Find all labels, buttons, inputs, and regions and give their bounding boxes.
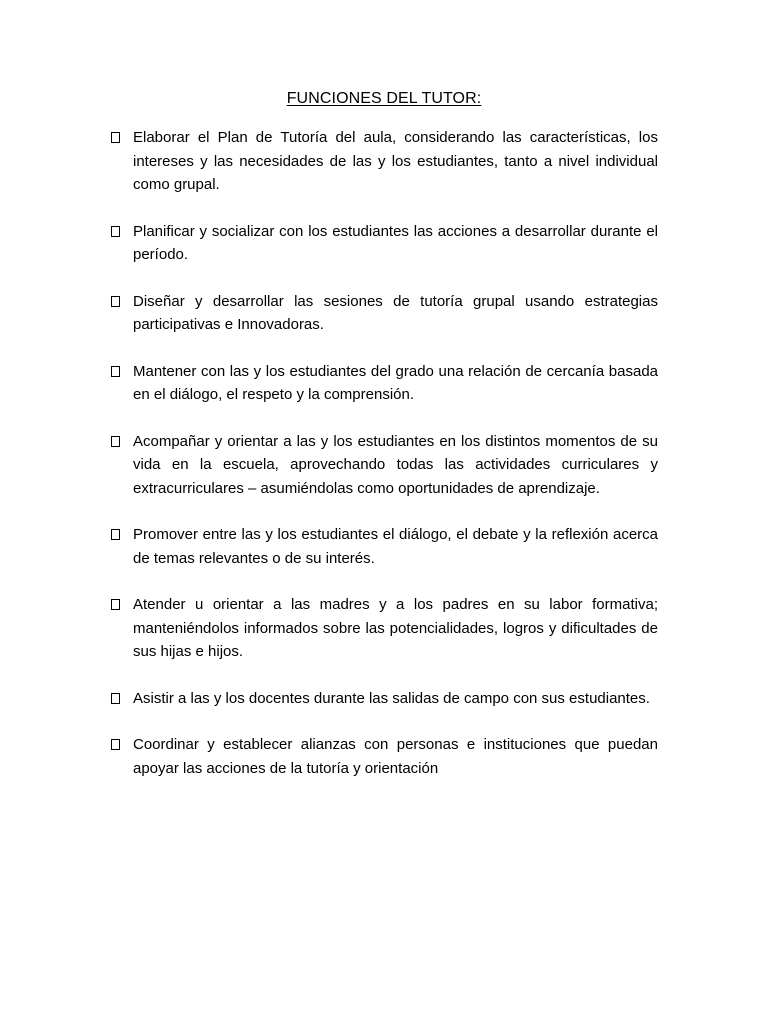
list-item xyxy=(110,126,658,197)
list-item-text: Mantener con las y los estudiantes del grado una relación de cercanía basada en el diálogo, el respeto y la comprensión. xyxy=(133,362,658,403)
square-bullet-icon xyxy=(111,296,120,307)
list-item xyxy=(110,430,658,501)
square-bullet-icon xyxy=(111,739,120,750)
list-item-text: Acompañar y orientar a las y los estudiantes en los distintos momentos de su vida en la escuela, aprovechando todas las actividades curriculares y extracurriculares – asumiéndolas como oportunidades de aprendizaje. xyxy=(133,432,658,497)
list-item xyxy=(110,733,658,780)
page-title: FUNCIONES DEL TUTOR: xyxy=(286,90,482,107)
square-bullet-icon xyxy=(111,132,120,143)
list-item-text: Coordinar y establecer alianzas con personas e instituciones que puedan apoyar las acciones de la tutoría y orientación xyxy=(133,736,658,777)
square-bullet-icon xyxy=(111,436,120,447)
list-item xyxy=(110,523,658,570)
square-bullet-icon xyxy=(111,226,120,237)
functions-list xyxy=(110,126,658,803)
list-item xyxy=(110,360,658,407)
list-item xyxy=(110,593,658,664)
list-item-text: Promover entre las y los estudiantes el diálogo, el debate y la reflexión acerca de temas relevantes o de su interés. xyxy=(133,526,658,567)
list-item-text: Atender u orientar a las madres y a los padres en su labor formativa; manteniéndolos informados sobre las potencialidades, logros y dificultades de sus hijas e hijos. xyxy=(133,596,658,660)
square-bullet-icon xyxy=(111,366,120,377)
list-item-text: Asistir a las y los docentes durante las salidas de campo con sus estudiantes. xyxy=(133,689,650,707)
square-bullet-icon xyxy=(111,693,120,704)
list-item xyxy=(110,687,658,711)
list-item-text: Planificar y socializar con los estudiantes las acciones a desarrollar durante el período. xyxy=(133,222,658,263)
square-bullet-icon xyxy=(111,529,120,540)
list-item xyxy=(110,220,658,267)
square-bullet-icon xyxy=(111,599,120,610)
list-item-text: Elaborar el Plan de Tutoría del aula, considerando las características, los intereses y las necesidades de las y los estudiantes, tanto a nivel individual como grupal. xyxy=(133,129,658,193)
list-item-text: Diseñar y desarrollar las sesiones de tutoría grupal usando estrategias participativas e Innovadoras. xyxy=(133,292,658,333)
list-item xyxy=(110,290,658,337)
